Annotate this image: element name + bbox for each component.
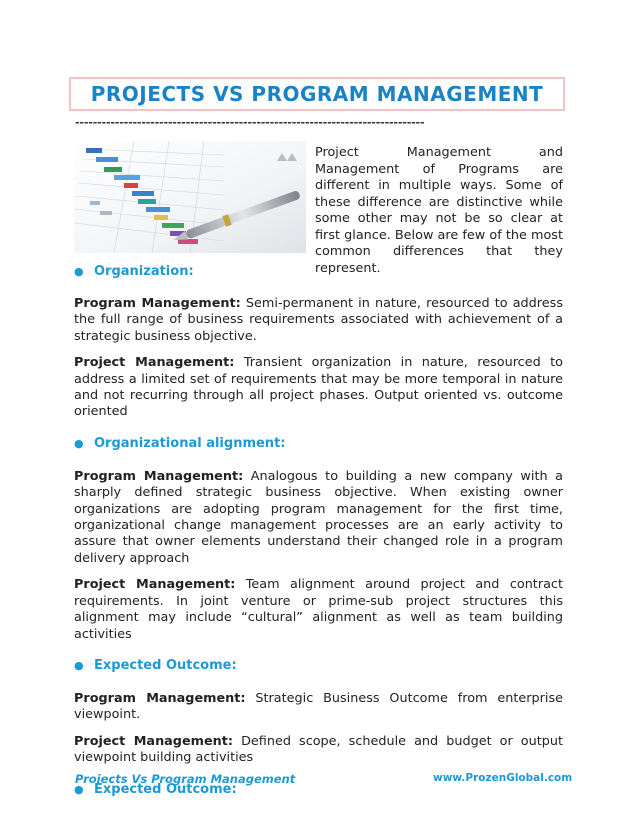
program-label: Program Management: bbox=[74, 296, 241, 311]
program-management-paragraph bbox=[74, 691, 563, 724]
bullet-icon: ● bbox=[74, 783, 84, 797]
project-text: Defined scope, schedule and budget or output viewpoint building activities bbox=[74, 733, 563, 766]
project-text: Transient organization in nature, resourced to address a limited set of requirements that may be more temporal in nature and not recurring through all project phases. Output oriented vs. outcome oriented bbox=[74, 355, 563, 420]
project-management-paragraph bbox=[74, 577, 563, 643]
program-management-paragraph bbox=[74, 469, 563, 567]
project-label: Project Management: bbox=[74, 577, 236, 593]
project-management-paragraph bbox=[74, 734, 563, 767]
page-title: PROJECTS VS PROGRAM MANAGEMENT bbox=[90, 82, 544, 106]
section-heading-text: Expected Outcome: bbox=[94, 782, 237, 798]
gantt-chart-photo bbox=[74, 141, 306, 253]
title-box bbox=[69, 77, 565, 111]
bullet-icon: ● bbox=[74, 659, 84, 673]
project-management-paragraph bbox=[74, 355, 563, 421]
section-heading-text: Organization: bbox=[94, 263, 194, 279]
section-heading bbox=[74, 657, 563, 675]
intro-paragraph: Project Management and Management of Programs are different in multiple ways. Some of these difference are distinctive while some other may not be so clear at first glance. Below are few of the most common differences that they represent. bbox=[315, 145, 563, 276]
main-content bbox=[74, 262, 563, 815]
program-text: Strategic Business Outcome from enterprise viewpoint. bbox=[74, 690, 563, 723]
project-text: Team alignment around project and contract requirements. In joint venture or prime-sub project structures this alignment may include “cultural” alignment as well as team building activities bbox=[74, 577, 563, 642]
footer-title: Projects Vs Program Management bbox=[75, 772, 296, 786]
section-heading bbox=[74, 435, 563, 453]
project-label: Project Management: bbox=[74, 355, 235, 371]
program-text: Semi-permanent in nature, resourced to address the full range of business requirements associated with achievement of a strategic business objective. bbox=[74, 296, 563, 344]
program-management-paragraph bbox=[74, 296, 563, 345]
section-heading-text: Organizational alignment: bbox=[94, 436, 286, 452]
section-heading bbox=[74, 262, 563, 280]
separator-line: ------------------------------------------------------------------------------- bbox=[74, 116, 424, 129]
project-label: Project Management: bbox=[74, 733, 234, 749]
program-label: Program Management: bbox=[74, 690, 246, 706]
bullet-icon: ● bbox=[74, 264, 84, 278]
program-label: Program Management: bbox=[74, 468, 244, 484]
bullet-icon: ● bbox=[74, 437, 84, 451]
section-heading-text: Expected Outcome: bbox=[94, 658, 237, 674]
program-text: Analogous to building a new company with a sharply defined strategic business objective. When existing owner organizations are adopting program management for the first time, organizational change management processes are an early activity to assure that owner elements understand their changed role in a program delivery approach bbox=[74, 468, 563, 566]
footer-website-link[interactable]: www.ProzenGlobal.com bbox=[433, 772, 573, 784]
